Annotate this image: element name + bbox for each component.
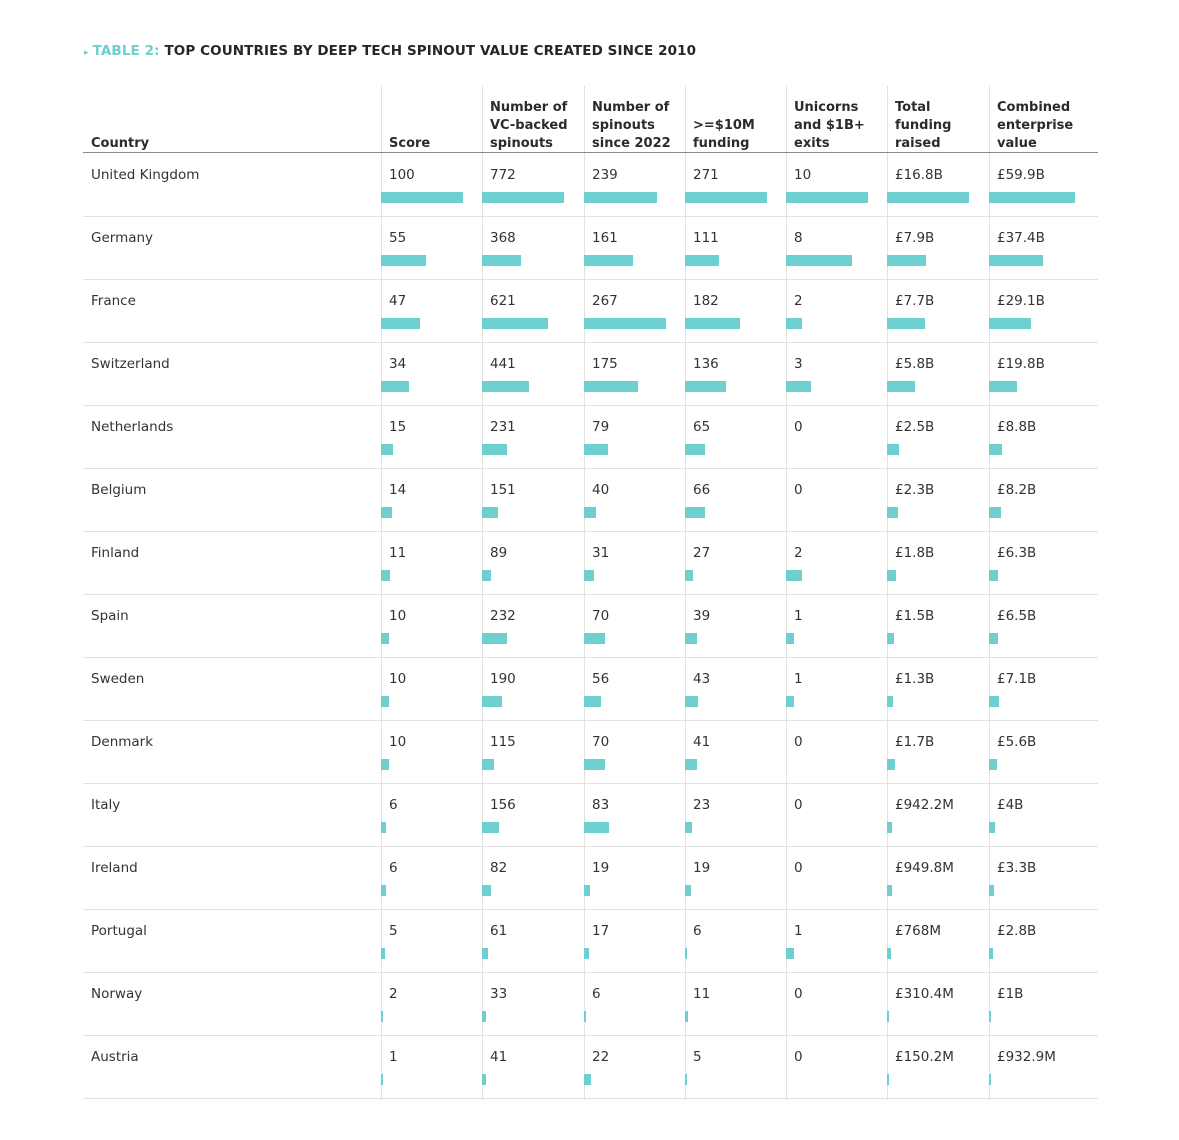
header-line: raised [895,136,941,151]
value-bar [989,444,1002,455]
value-cell: 6 [592,986,601,1002]
value-cell: 70 [592,734,610,750]
header-line: funding [895,118,952,133]
value-bar [482,255,521,266]
table-row [83,468,1098,532]
value-cell: 232 [490,608,516,624]
table-row [83,846,1098,910]
value-cell: £1.7B [895,734,935,750]
value-bar [381,633,389,644]
value-bar [381,696,389,707]
value-bar [989,255,1043,266]
country-cell: Norway [91,986,143,1002]
value-cell: £2.5B [895,419,935,435]
value-bar [482,192,564,203]
value-bar [887,822,892,833]
header-score [389,96,430,153]
value-cell: 70 [592,608,610,624]
value-bar [685,444,705,455]
value-cell: £4B [997,797,1024,813]
value-bar [584,948,589,959]
value-cell: 27 [693,545,711,561]
value-bar [989,759,997,770]
value-bar [584,1011,586,1022]
value-cell: £5.6B [997,734,1037,750]
value-cell: 56 [592,671,610,687]
value-bar [685,507,705,518]
header-line: Unicorns [794,100,859,115]
value-cell: £768M [895,923,942,939]
value-bar [482,1074,486,1085]
value-cell: 0 [794,419,803,435]
value-cell: 8 [794,230,803,246]
value-cell: 231 [490,419,516,435]
value-cell: 89 [490,545,508,561]
value-cell: 61 [490,923,508,939]
value-cell: £6.3B [997,545,1037,561]
value-bar [482,696,502,707]
value-cell: £16.8B [895,167,943,183]
value-cell: 190 [490,671,516,687]
value-bar [887,759,895,770]
title-lead: TABLE 2: [92,43,160,59]
value-cell: 0 [794,1049,803,1065]
value-cell: 41 [490,1049,508,1065]
value-bar [887,885,892,896]
table-row [83,720,1098,784]
value-bar [685,696,698,707]
value-bar [786,192,868,203]
value-cell: 17 [592,923,610,939]
value-cell: 23 [693,797,711,813]
value-cell: 6 [389,797,398,813]
value-cell: £19.8B [997,356,1045,372]
header-combined-enterprise-value [997,96,1073,153]
value-cell: 55 [389,230,407,246]
value-bar [584,318,666,329]
value-cell: 66 [693,482,711,498]
value-bar [482,570,491,581]
value-bar [584,822,609,833]
value-cell: 0 [794,797,803,813]
value-cell: 1 [389,1049,398,1065]
value-cell: 83 [592,797,610,813]
value-cell: 41 [693,734,711,750]
country-cell: Switzerland [91,356,170,372]
header-line: >=$10M [693,118,755,133]
value-bar [685,255,719,266]
country-cell: Portugal [91,923,147,939]
value-cell: 15 [389,419,407,435]
value-bar [584,1074,591,1085]
table-row [83,342,1098,406]
country-cell: Belgium [91,482,147,498]
value-cell: 1 [794,923,803,939]
title-text: TOP COUNTRIES BY DEEP TECH SPINOUT VALUE CREATED SINCE 2010 [164,43,697,59]
header-line: value [997,136,1037,151]
value-cell: £1B [997,986,1024,1002]
value-bar [989,570,998,581]
value-cell: £942.2M [895,797,954,813]
value-cell: 1 [794,671,803,687]
value-bar [989,696,999,707]
value-bar [482,759,494,770]
table-row [83,279,1098,343]
value-cell: 2 [389,986,398,1002]
value-bar [685,759,697,770]
value-cell: £3.3B [997,860,1037,876]
value-bar [887,255,926,266]
value-bar [482,318,548,329]
value-bar [482,507,498,518]
value-bar [584,255,633,266]
value-cell: 40 [592,482,610,498]
value-bar [685,948,687,959]
value-bar [786,948,794,959]
value-bar [584,507,596,518]
value-cell: £7.7B [895,293,935,309]
value-bar [989,948,993,959]
value-cell: £1.5B [895,608,935,624]
table-row [83,594,1098,658]
value-cell: 0 [794,860,803,876]
value-cell: 6 [389,860,398,876]
value-bar [887,381,915,392]
value-cell: 22 [592,1049,610,1065]
country-cell: Sweden [91,671,145,687]
header-line: Country [91,136,150,151]
header-line: VC-backed [490,118,568,133]
value-bar [381,381,409,392]
value-bar [381,318,420,329]
value-bar [685,1011,688,1022]
value-cell: £150.2M [895,1049,954,1065]
value-cell: 161 [592,230,618,246]
value-cell: 0 [794,986,803,1002]
header-unicorns-and-1b-exits [794,96,865,153]
value-cell: £932.9M [997,1049,1056,1065]
value-cell: £7.1B [997,671,1037,687]
value-cell: £37.4B [997,230,1045,246]
value-bar [381,255,426,266]
header-number-of-spinouts-since-2022 [592,96,671,153]
value-cell: 3 [794,356,803,372]
value-bar [685,885,691,896]
value-cell: 82 [490,860,508,876]
value-bar [887,318,925,329]
value-cell: £310.4M [895,986,954,1002]
value-cell: 34 [389,356,407,372]
value-cell: 267 [592,293,618,309]
value-bar [381,192,463,203]
value-bar [786,381,811,392]
value-bar [887,1011,889,1022]
value-bar [786,255,852,266]
value-cell: 6 [693,923,702,939]
value-cell: 31 [592,545,610,561]
value-bar [482,948,488,959]
value-bar [584,192,657,203]
country-cell: Netherlands [91,419,174,435]
header-country [91,96,149,153]
table-row [83,972,1098,1036]
value-cell: £1.8B [895,545,935,561]
value-bar [887,570,896,581]
value-cell: 151 [490,482,516,498]
title-arrow-icon: ▸ [84,48,89,58]
header-line: funding [693,136,750,151]
value-cell: 100 [389,167,415,183]
value-bar [584,633,605,644]
value-bar [685,381,726,392]
value-cell: 10 [794,167,812,183]
value-cell: £1.3B [895,671,935,687]
value-cell: 136 [693,356,719,372]
header-line: Number of [490,100,568,115]
value-bar [482,822,499,833]
value-bar [685,192,767,203]
value-bar [685,1074,687,1085]
table-row [83,153,1098,217]
value-cell: £29.1B [997,293,1045,309]
value-bar [482,633,507,644]
value-bar [685,570,693,581]
value-bar [989,633,998,644]
value-bar [786,633,794,644]
value-cell: 2 [794,545,803,561]
table-row [83,405,1098,469]
value-bar [685,633,697,644]
value-cell: 0 [794,482,803,498]
value-cell: 11 [389,545,407,561]
value-cell: 11 [693,986,711,1002]
header-line: and $1B+ [794,118,865,133]
value-cell: 47 [389,293,407,309]
value-cell: 368 [490,230,516,246]
table-row [83,657,1098,721]
value-bar [887,696,893,707]
value-bar [989,1011,991,1022]
value-cell: 441 [490,356,516,372]
value-cell: 10 [389,608,407,624]
country-cell: United Kingdom [91,167,200,183]
country-cell: Spain [91,608,129,624]
value-bar [584,696,601,707]
value-cell: 271 [693,167,719,183]
value-cell: 239 [592,167,618,183]
value-cell: 5 [389,923,398,939]
value-bar [584,444,608,455]
header-total-funding-raised [895,96,952,153]
value-cell: £8.8B [997,419,1037,435]
value-bar [584,885,590,896]
value-cell: 175 [592,356,618,372]
table-title [84,43,696,59]
value-bar [786,570,802,581]
table-row [83,216,1098,280]
value-cell: 5 [693,1049,702,1065]
value-cell: £2.3B [895,482,935,498]
value-cell: £59.9B [997,167,1045,183]
value-bar [989,318,1031,329]
header-line: Number of [592,100,670,115]
header-10m-funding [693,96,755,153]
value-bar [482,381,529,392]
value-bar [989,381,1017,392]
value-cell: £7.9B [895,230,935,246]
header-line: since 2022 [592,136,671,151]
value-cell: 43 [693,671,711,687]
value-cell: 79 [592,419,610,435]
value-cell: 182 [693,293,719,309]
table-row [83,783,1098,847]
value-cell: 115 [490,734,516,750]
value-cell: 772 [490,167,516,183]
value-bar [989,507,1001,518]
value-cell: 621 [490,293,516,309]
value-cell: 10 [389,734,407,750]
value-cell: £949.8M [895,860,954,876]
value-bar [482,444,507,455]
value-bar [482,885,491,896]
spinout-table [83,86,1098,1100]
value-bar [381,1074,383,1085]
header-line: exits [794,136,830,151]
country-cell: Germany [91,230,154,246]
header-line: spinouts [490,136,553,151]
value-bar [887,444,899,455]
header-number-of-vc-backed-spinouts [490,96,568,153]
value-cell: £2.8B [997,923,1037,939]
value-bar [381,948,385,959]
header-line: Score [389,136,431,151]
value-bar [887,192,969,203]
value-bar [381,759,389,770]
value-bar [381,507,392,518]
value-cell: £5.8B [895,356,935,372]
value-cell: 156 [490,797,516,813]
value-bar [381,444,393,455]
value-cell: 19 [592,860,610,876]
value-bar [887,1074,889,1085]
value-bar [584,570,594,581]
value-bar [685,318,740,329]
value-cell: 10 [389,671,407,687]
value-bar [989,885,994,896]
header-line: Total [895,100,931,115]
value-cell: 0 [794,734,803,750]
value-bar [381,822,386,833]
country-cell: Denmark [91,734,154,750]
header-line: enterprise [997,118,1074,133]
value-cell: 1 [794,608,803,624]
value-cell: 2 [794,293,803,309]
table-row [83,1035,1098,1099]
table-row [83,909,1098,973]
value-cell: £8.2B [997,482,1037,498]
country-cell: Ireland [91,860,138,876]
value-bar [482,1011,486,1022]
country-cell: Finland [91,545,140,561]
value-bar [381,885,386,896]
value-bar [887,633,894,644]
value-bar [989,822,995,833]
country-cell: Italy [91,797,121,813]
table-row [83,531,1098,595]
value-bar [989,192,1075,203]
country-cell: France [91,293,136,309]
value-cell: 111 [693,230,719,246]
value-cell: 65 [693,419,711,435]
value-bar [685,822,692,833]
header-line: Combined [997,100,1071,115]
country-cell: Austria [91,1049,139,1065]
value-bar [786,318,802,329]
value-cell: 14 [389,482,407,498]
value-cell: 19 [693,860,711,876]
value-bar [887,948,891,959]
value-cell: 39 [693,608,711,624]
value-bar [887,507,898,518]
value-cell: £6.5B [997,608,1037,624]
header-line: spinouts [592,118,655,133]
value-bar [381,1011,383,1022]
value-cell: 33 [490,986,508,1002]
value-bar [584,381,638,392]
value-bar [989,1074,991,1085]
value-bar [381,570,390,581]
value-bar [584,759,605,770]
value-bar [786,696,794,707]
